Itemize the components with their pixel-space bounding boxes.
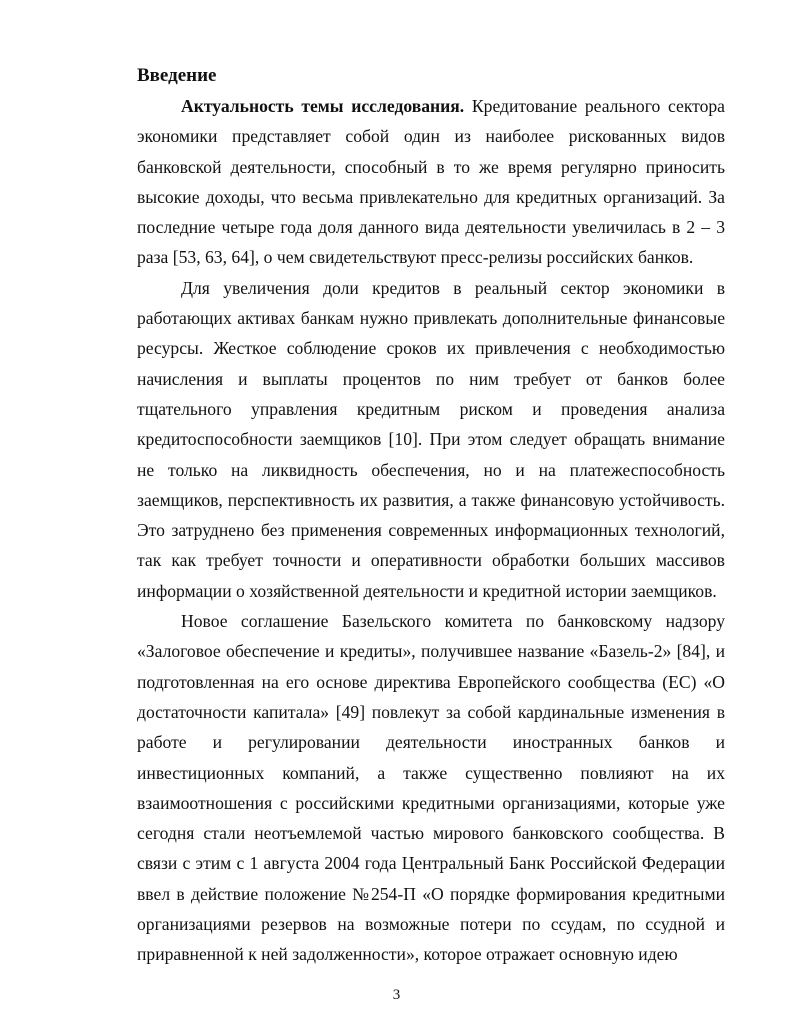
body-text: [137, 91, 725, 970]
paragraph-2: [137, 273, 725, 606]
paragraph-text: Для увеличения доли кредитов в реальный сектор экономики в работающих активах банкам нужно привлекать дополнительные финансовые ресурсы. Жесткое соблюдение сроков их привлечения с необходимостью начисления и выплаты процентов по ним требует от банков более тщательного управления кредитным риском и проведения анализа кредитоспособности заемщиков [10]. При этом следует обращать внимание не только на ликвидность обеспечения, но и на платежеспособность заемщиков, перспективность их развития, а также финансовую устойчивость. Это затруднено без применения современных информационных технологий, так как требует точности и оперативности обработки больших массивов информации о хозяйственной деятельности и кредитной истории заемщиков.: [137, 277, 725, 601]
section-heading: Введение: [137, 65, 217, 86]
paragraph-1: [137, 91, 725, 273]
page-number: 3: [392, 987, 401, 1003]
paragraph-text: Кредитование реального сектора экономики представляет собой один из наиболее рискованных видов банковской деятельности, способный в то же время регулярно приносить высокие доходы, что весьма привлекательно для кредитных организаций. За последние четыре года доля данного вида деятельности увеличилась в 2 – 3 раза [53, 63, 64], о чем свидетельствуют пресс-релизы российских банков.: [137, 96, 725, 268]
paragraph-text: Новое соглашение Базельского комитета по банковскому надзору «Залоговое обеспечение и кредиты», получившее название «Базель-2» [84], и подготовленная на его основе директива Европейского сообщества (ЕС) «О достаточности капитала» [49] повлекут за собой кардинальные изменения в работе и регулировании деятельности иностранных банков и инвестиционных компаний, а также существенно повлияют на их взаимоотношения с российскими кредитными организациями, которые уже сегодня стали неотъемлемой частью мирового банковского сообщества. В связи с этим с 1 августа 2004 года Центральный Банк Российской Федерации ввел в действие положение №254-П «О порядке формирования кредитными организациями резервов на возможные потери по ссудам, по ссудной и приравненной к ней задолженности», которое отражает основную идею: [137, 611, 725, 965]
paragraph-3: [137, 606, 725, 970]
paragraph-lead: Актуальность темы исследования.: [181, 96, 465, 116]
